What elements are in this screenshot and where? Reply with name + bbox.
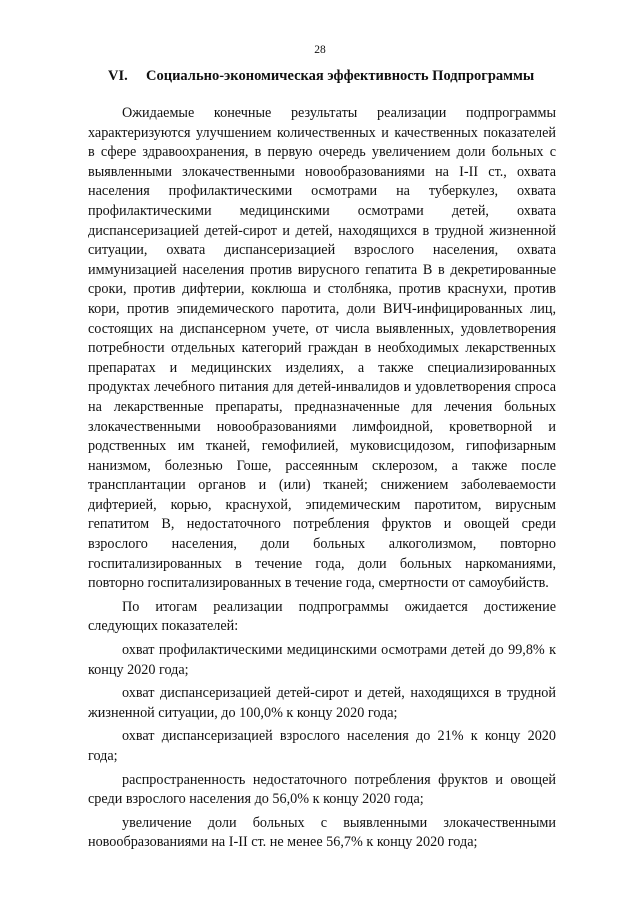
section-heading — [108, 68, 548, 85]
indicator-item: увеличение доли больных с выявленными злокачественными новообразованиями на I-II ст. не менее 56,7% к концу 2020 года; — [88, 814, 556, 851]
indicator-item: охват профилактическими медицинскими осмотрами детей до 99,8% к концу 2020 года; — [88, 642, 556, 678]
indicator-item: охват диспансеризацией взрослого населения до 21% к концу 2020 года; — [88, 728, 556, 764]
paragraph-expected-results: Ожидаемые конечные результаты реализации подпрограммы характеризуются улучшением количественных и качественных показателей в сфере здравоохранения, в первую очередь увеличением доли больных с выявленными злокачественными новообразованиями на I-II ст., охвата населения профилактическими осмотрами на туберкулез, охвата профилактическими медицинскими осмотрами детей, охвата диспансеризацией детей-сирот и детей, находящихся в трудной жизненной ситуации, охвата диспансеризацией взрослого населения, охвата иммунизацией населения против вирусного гепатита В в декретированные сроки, против дифтерии, коклюша и столбняка, против краснухи, против кори, против эпидемического паротита, доли ВИЧ-инфицированных лиц, состоящих на диспансерном учете, от числа выявленных, удовлетворения потребности отдельных категорий граждан в необходимых лекарственных препаратах и медицинских изделиях, а также специализированных продуктах лечебного питания для детей-инвалидов и удовлетворения спроса на лекарственные препараты, предназначенные для лечения больных злокачественными новообразованиями лимфоидной, кроветворной и родственных им тканей, гемофилией, муковисцидозом, гипофизарным нанизмом, болезнью Гоше, рассеянным склерозом, а также после трансплантации органов и (или) тканей; снижением заболеваемости дифтерией, корью, краснухой, эпидемическим паротитом, вирусным гепатитом В, недостаточного потребления фруктов и овощей среди взрослого населения, доли больных алкоголизмом, повторно госпитализированных в течение года, доли больных наркоманиями, повторно госпитализированных в течение года, смертности от самоубийств. — [88, 105, 556, 592]
document-body — [88, 104, 556, 853]
section-number: VI. — [108, 68, 128, 84]
indicator-item: охват диспансеризацией детей-сирот и детей, находящихся в трудной жизненной ситуации, до 100,0% к концу 2020 года; — [88, 685, 556, 721]
section-title: Социально-экономическая эффективность Подпрограммы — [146, 68, 535, 84]
indicator-item: распространенность недостаточного потребления фруктов и овощей среди взрослого населения до 56,0% к концу 2020 года; — [88, 771, 556, 808]
page-number: 28 — [314, 44, 326, 56]
paragraph-indicators-intro: По итогам реализации подпрограммы ожидается достижение следующих показателей: — [88, 598, 556, 635]
